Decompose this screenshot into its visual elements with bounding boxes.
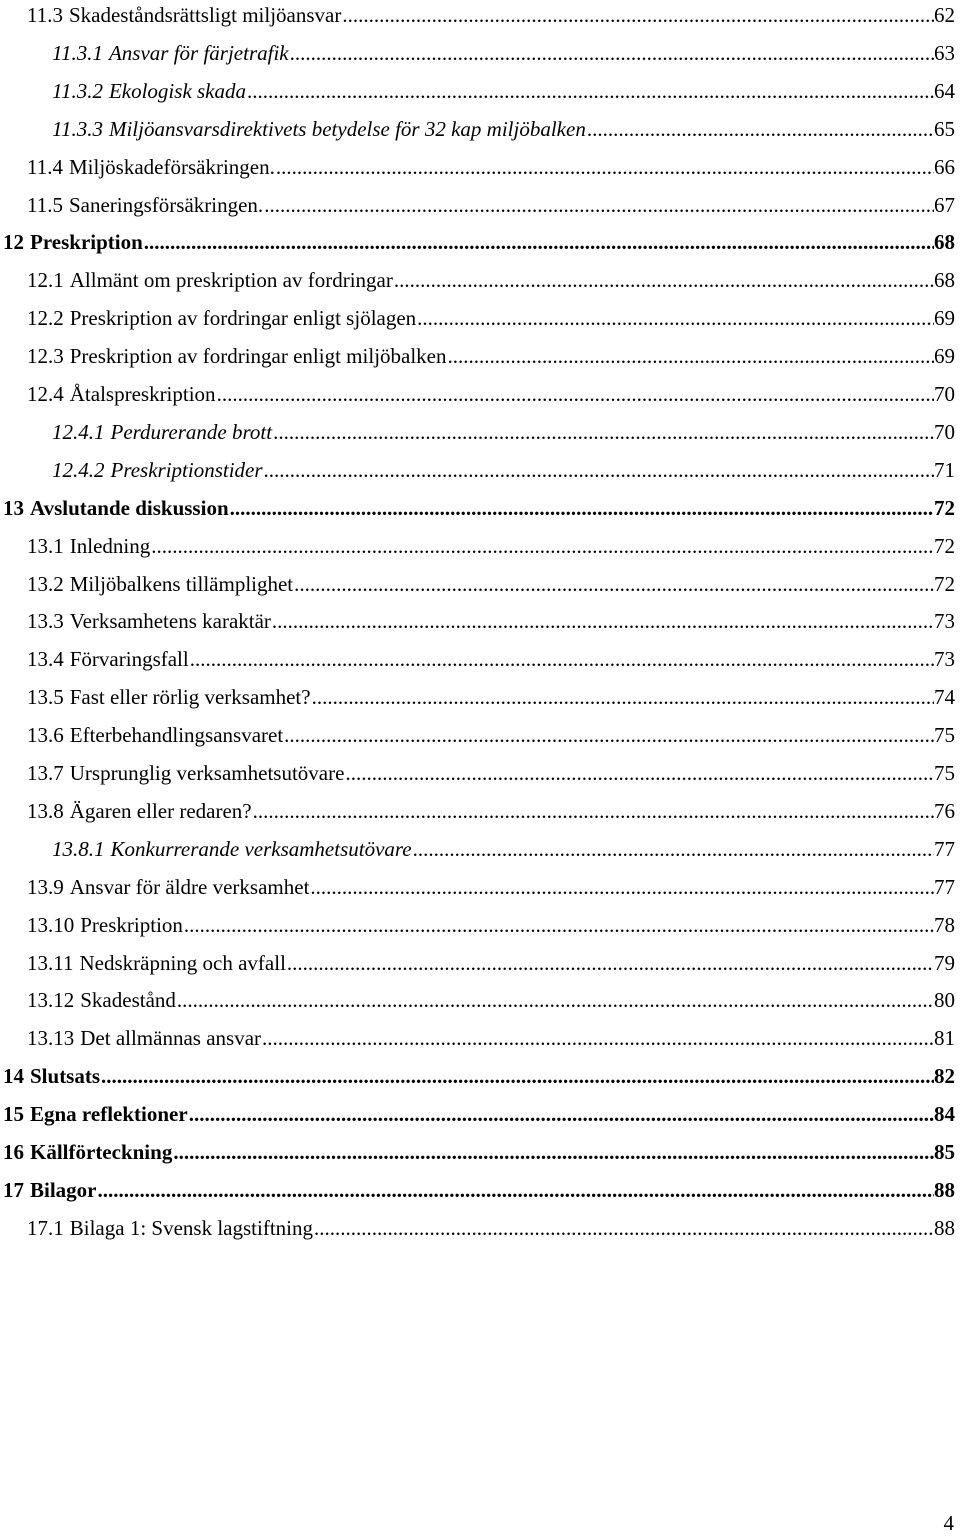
toc-entry[interactable] [0,1209,955,1247]
toc-entry[interactable] [0,413,955,451]
toc-dot-leader [263,451,934,489]
toc-entry-title: Preskription [30,230,143,255]
toc-entry[interactable] [0,337,955,375]
toc-entry-number: 12.4.2 [52,457,105,482]
toc-dot-leader [344,754,934,792]
toc-dot-leader [275,148,934,186]
toc-entry-number: 12.4.1 [52,419,105,444]
toc-entry-number: 15 [3,1102,24,1127]
toc-entry-page: 62 [934,3,955,27]
toc-entry[interactable] [0,0,955,34]
toc-entry-number: 12.4 [27,382,64,406]
toc-entry-page: 78 [934,912,955,937]
toc-dot-leader [341,0,934,34]
toc-entry-number: 13.7 [27,761,64,785]
toc-entry[interactable] [0,792,955,830]
toc-entry[interactable] [0,148,955,186]
toc-entry[interactable] [0,1019,955,1057]
toc-entry[interactable] [0,110,955,148]
toc-entry[interactable] [0,72,955,110]
toc-entry-title: Förvaringsfall [69,647,189,672]
toc-dot-leader [261,1019,934,1057]
toc-entry[interactable] [0,678,955,716]
toc-entry-number: 13.2 [27,571,64,596]
toc-dot-leader [97,1171,935,1209]
toc-entry-number: 17.1 [27,1215,64,1240]
toc-entry-page: 76 [934,798,955,823]
toc-entry-title: Miljöbalkens tillämplighet [69,571,294,596]
toc-entry-page: 72 [934,495,955,520]
toc-entry-page: 73 [934,647,955,672]
toc-entry[interactable] [0,906,955,944]
toc-dot-leader [189,640,934,678]
toc-entry[interactable] [0,451,955,489]
toc-entry-number: 16 [3,1140,24,1164]
toc-entry-title: Ansvar för färjetrafik [108,40,289,65]
toc-entry-number: 13.8 [27,798,64,823]
toc-dot-leader [313,1209,934,1247]
toc-entry-title: Avslutande diskussion [30,495,229,520]
toc-entry-number: 13.10 [27,912,75,937]
toc-entry-page: 84 [934,1102,955,1127]
toc-entry-page: 63 [934,40,955,65]
toc-entry[interactable] [0,34,955,72]
toc-entry-page: 68 [934,268,955,293]
toc-entry-title: Preskription av fordringar enligt sjölagen [69,306,417,331]
toc-entry[interactable] [0,830,955,868]
toc-entry-number: 13.11 [27,950,74,975]
toc-entry-number: 11.3 [27,3,63,27]
toc-entry[interactable] [0,1057,955,1095]
toc-entry-page: 72 [934,533,955,558]
toc-dot-leader [183,906,934,944]
toc-dot-leader [188,1095,934,1133]
page-number: 4 [943,1511,954,1535]
toc-entry-page: 74 [934,685,955,710]
toc-entry-title: Skadeståndsrättsligt miljöansvar [68,3,342,27]
toc-entry-number: 13.4 [27,647,64,672]
toc-entry-title: Preskription av fordringar enligt miljöbalken [69,344,447,369]
toc-entry[interactable] [0,375,955,413]
toc-entry-number: 12.2 [27,306,64,331]
toc-entry-title: Fast eller rörlig verksamhet? [69,685,311,710]
toc-entry-page: 75 [934,723,955,748]
toc-entry-title: Preskriptionstider [110,457,263,482]
toc-entry-number: 11.5 [27,192,63,217]
toc-entry-title: Ägaren eller redaren? [69,798,252,823]
toc-entry[interactable] [0,1133,955,1171]
toc-entry-page: 66 [934,154,955,179]
toc-dot-leader [100,1057,934,1095]
toc-entry-page: 72 [934,571,955,596]
toc-entry-title: Perdurerande brott [110,419,273,444]
toc-dot-leader [393,261,934,299]
toc-dot-leader [286,944,934,982]
toc-entry-number: 11.3.3 [52,116,103,141]
toc-entry-page: 85 [934,1140,955,1164]
toc-entry-title: Bilagor [30,1177,97,1202]
toc-dot-leader [416,299,934,337]
toc-entry-title: Miljöskadeförsäkringen. [68,154,275,179]
toc-entry[interactable] [0,944,955,982]
toc-entry-title: Efterbehandlingsansvaret [69,723,284,748]
toc-entry[interactable] [0,602,955,640]
toc-dot-leader [412,830,934,868]
toc-dot-leader [447,337,935,375]
toc-entry-page: 70 [934,419,955,444]
toc-entry[interactable] [0,716,955,754]
toc-dot-leader [172,1133,934,1171]
toc-entry-number: 11.3.1 [52,40,103,65]
toc-entry-page: 79 [934,950,955,975]
toc-dot-leader [229,489,934,527]
toc-entry-page: 82 [934,1064,955,1089]
toc-entry[interactable] [0,868,955,906]
toc-dot-leader [293,565,934,603]
toc-dot-leader [143,223,934,261]
toc-entry[interactable] [0,981,955,1019]
toc-dot-leader [586,110,934,148]
toc-entry-title: Ursprunglig verksamhetsutövare [69,761,345,785]
toc-entry-title: Källförteckning [30,1140,173,1164]
toc-entry-title: Saneringsförsäkringen. [68,192,264,217]
toc-entry-page: 88 [934,1177,955,1202]
toc-entry-title: Bilaga 1: Svensk lagstiftning [69,1215,313,1240]
toc-entry[interactable] [0,1171,955,1209]
toc-entry-page: 75 [934,761,955,785]
toc-entry[interactable] [0,186,955,224]
toc-dot-leader [246,72,934,110]
toc-entry-number: 13.12 [27,988,75,1013]
toc-entry-number: 11.3.2 [52,78,103,103]
toc-entry-title: Egna reflektioner [30,1102,188,1127]
toc-entry[interactable] [0,565,955,603]
toc-entry-title: Ansvar för äldre verksamhet [69,874,310,899]
toc-entry-page: 64 [934,78,955,103]
toc-entry-number: 12.1 [27,268,64,293]
toc-entry[interactable] [0,754,955,792]
toc-entry[interactable] [0,527,955,565]
toc-dot-leader [271,602,934,640]
toc-dot-leader [176,981,934,1019]
toc-entry-page: 77 [934,874,955,899]
toc-entry-title: Verksamhetens karaktär [69,609,271,634]
toc-entry-title: Konkurrerande verksamhetsutövare [110,836,412,861]
toc-entry-title: Det allmännas ansvar [80,1026,262,1051]
toc-entry-title: Skadestånd [80,988,176,1013]
toc-entry-page: 73 [934,609,955,634]
toc-dot-leader [263,186,934,224]
toc-entry-number: 13.5 [27,685,64,710]
toc-entry-title: Miljöansvarsdirektivets betydelse för 32 kap miljöbalken [108,116,586,141]
toc-entry-number: 13 [3,495,24,520]
toc-dot-leader [309,868,934,906]
toc-entry-number: 13.6 [27,723,64,748]
toc-dot-leader [311,678,934,716]
toc-dot-leader [216,375,934,413]
toc-entry-page: 70 [934,382,955,406]
toc-entry-page: 69 [934,344,955,369]
toc-entry-number: 14 [3,1064,24,1089]
toc-entry-page: 71 [934,457,955,482]
toc-dot-leader [252,792,934,830]
toc-entry[interactable] [0,1095,955,1133]
toc-entry-page: 67 [934,192,955,217]
toc-entry-page: 77 [934,836,955,861]
toc-entry[interactable] [0,261,955,299]
toc-entry-title: Inledning [69,533,151,558]
toc-dot-leader [289,34,934,72]
toc-entry-number: 13.13 [27,1026,75,1051]
toc-dot-leader [272,413,934,451]
toc-entry-title: Nedskräpning och avfall [79,950,286,975]
toc-entry[interactable] [0,223,955,261]
toc-entry-title: Preskription [80,912,183,937]
toc-dot-leader [283,716,934,754]
toc-entry[interactable] [0,299,955,337]
toc-entry[interactable] [0,640,955,678]
toc-entry-title: Ekologisk skada [108,78,247,103]
toc-entry-page: 88 [934,1215,955,1240]
toc-entry-number: 13.9 [27,874,64,899]
toc-entry-page: 69 [934,306,955,331]
toc-entry-number: 17 [3,1177,24,1202]
toc-dot-leader [150,527,934,565]
toc-entry[interactable] [0,489,955,527]
toc-entry-number: 12.3 [27,344,64,369]
toc-entry-page: 81 [934,1026,955,1051]
toc-entry-number: 13.1 [27,533,64,558]
toc-entry-page: 65 [934,116,955,141]
toc-entry-title: Åtalspreskription [69,382,216,406]
toc-entry-number: 11.4 [27,154,63,179]
toc-entry-page: 80 [934,988,955,1013]
toc-entry-page: 68 [934,230,955,255]
toc-entry-title: Allmänt om preskription av fordringar [69,268,393,293]
toc-entry-number: 13.8.1 [52,836,105,861]
toc-entry-title: Slutsats [30,1064,101,1089]
toc-entry-number: 13.3 [27,609,64,634]
toc-entry-number: 12 [3,230,24,255]
